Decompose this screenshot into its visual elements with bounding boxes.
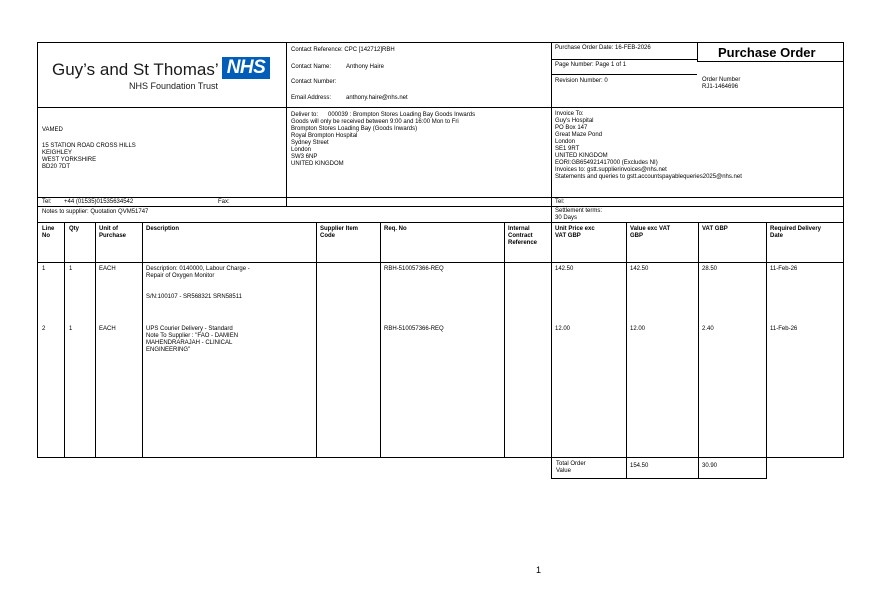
row2-desc: Note To Supplier : "FAO - DAMIEN — [146, 333, 239, 339]
revision-number: Revision Number: 0 — [555, 78, 608, 84]
header-delivery-date: Required Delivery — [770, 226, 822, 232]
totals-bottom — [551, 478, 767, 479]
row2-desc: ENGINEERING" — [146, 347, 191, 353]
contact-reference: Contact Reference: CPC [142712]RBH — [291, 47, 395, 53]
row1-vat: 28.50 — [702, 266, 718, 272]
notes-divider — [37, 222, 844, 223]
totals-vat: 30.90 — [702, 463, 718, 469]
row2-line: 2 — [42, 326, 46, 332]
date-divider — [551, 59, 697, 60]
fax-divider — [286, 206, 287, 207]
order-number-label: Order Number — [702, 77, 741, 83]
invoice-line: Statements and queries to gstt.accountspayablequeries2025@nhs.net — [555, 174, 742, 180]
table-col-9 — [698, 222, 699, 479]
header-contract: Contract — [508, 233, 533, 239]
row2-desc: UPS Courier Delivery - Standard — [146, 326, 233, 332]
table-col-3 — [142, 222, 143, 458]
table-col-7 — [551, 222, 552, 479]
col-divider-2 — [551, 42, 552, 222]
table-col-8 — [626, 222, 627, 479]
header-divider — [37, 107, 844, 108]
header-line: No — [42, 233, 50, 239]
table-col-1 — [64, 222, 65, 458]
frame-right — [843, 42, 844, 458]
org-sub: NHS Foundation Trust — [129, 81, 219, 91]
deliver-line: Sydney Street — [291, 140, 329, 146]
invoice-line: Invoice To: — [555, 111, 584, 117]
supplier-tel-value: +44 (01535)01535634542 — [64, 199, 134, 205]
header-delivery-date: Date — [770, 233, 784, 239]
header-unit-price: Unit Price exc — [555, 226, 595, 232]
email-value[interactable]: anthony.haire@nhs.net — [346, 95, 408, 101]
row1-price: 142.50 — [555, 266, 574, 272]
deliver-label: Deliver to: — [291, 112, 319, 118]
row2-unit: EACH — [99, 326, 116, 332]
row2-vat: 2.40 — [702, 326, 714, 332]
frame-top — [37, 42, 844, 43]
header-value: GBP — [630, 233, 644, 239]
row2-qty: 1 — [69, 326, 73, 332]
header-unit: Unit of — [99, 226, 118, 232]
supplier-fax-label: Fax: — [218, 199, 230, 205]
org-name: Guy’s and St Thomas’ — [52, 60, 219, 79]
supplier-notes: Notes to supplier: Quotation QVM51747 — [42, 209, 149, 215]
row1-qty: 1 — [69, 266, 73, 272]
row1-value: 142.50 — [630, 266, 649, 272]
header-unit-price: VAT GBP — [555, 233, 581, 239]
deliver-line: SW3 6NP — [291, 154, 318, 160]
col-divider-1 — [286, 42, 287, 206]
order-number-value: RJ1-1464696 — [702, 84, 739, 90]
invoice-line: London — [555, 139, 576, 145]
supplier-line: WEST YORKSHIRE — [42, 157, 97, 163]
page-title: Purchase Order — [718, 45, 816, 60]
row1-desc: S/N:100107 - SR568321 SRN58511 — [146, 294, 242, 300]
page-number: 1 — [536, 565, 542, 575]
nhs-logo: NHS — [222, 57, 270, 79]
deliver-line: Brompton Stores Loading Bay (Goods Inwards) — [291, 126, 418, 132]
table-col-10 — [766, 222, 767, 479]
row1-req: RBH-510057366-REQ — [384, 266, 444, 272]
invoice-line: EORI:GB654921417000 (Excludes NI) — [555, 160, 658, 166]
email-label: Email Address: — [291, 95, 332, 101]
table-col-6 — [504, 222, 505, 458]
header-description: Description — [146, 226, 180, 232]
supplier-line: BD20 7DT — [42, 164, 71, 170]
tel-divider — [37, 206, 844, 207]
deliver-line: Goods will only be received between 9:00 and 16:00 Mon to Fri — [291, 119, 459, 125]
supplier-line: 15 STATION ROAD CROSS HILLS — [42, 143, 136, 149]
deliver-line: London — [291, 147, 312, 153]
row1-unit: EACH — [99, 266, 116, 272]
supplier-tel-label: Tel: — [42, 199, 52, 205]
totals-value: 154.50 — [630, 463, 649, 469]
row2-req: RBH-510057366-REQ — [384, 326, 444, 332]
row2-price: 12.00 — [555, 326, 571, 332]
deliver-line: 000039 : Brompton Stores Loading Bay Goods Inwards — [328, 112, 476, 118]
row2-value: 12.00 — [630, 326, 646, 332]
frame-left — [37, 42, 38, 458]
table-col-2 — [95, 222, 96, 458]
deliver-line: UNITED KINGDOM — [291, 161, 344, 167]
frame-bottom — [37, 457, 844, 458]
header-unit: Purchase — [99, 233, 127, 239]
header-value: Value exc VAT — [630, 226, 671, 232]
table-col-5 — [380, 222, 381, 458]
order-date: Purchase Order Date: 16-FEB-2026 — [555, 45, 651, 51]
totals-label: Value — [556, 468, 571, 474]
contact-number-label: Contact Number: — [291, 79, 337, 85]
contact-name-value: Anthony Haire — [346, 64, 385, 70]
page-number-info: Page Number: Page 1 of 1 — [555, 62, 627, 68]
invoice-line: Invoices to: gstt.supplierinvoices@nhs.net — [555, 167, 667, 173]
header-supplier-code: Code — [320, 233, 335, 239]
header-req-no: Req. No — [384, 226, 407, 232]
contact-name-label: Contact Name: — [291, 64, 332, 70]
page-divider — [551, 74, 697, 75]
totals-label: Total Order — [556, 461, 586, 467]
invoice-tel-label: Tel: — [555, 199, 565, 205]
header-vat: VAT GBP — [702, 226, 728, 232]
row1-desc: Description: 0140000, Labour Charge - — [146, 266, 250, 272]
address-divider — [37, 197, 844, 198]
title-bottom-border — [697, 61, 844, 62]
invoice-line: Guy's Hospital — [555, 118, 594, 124]
row1-date: 11-Feb-26 — [770, 266, 798, 272]
deliver-line: Royal Brompton Hospital — [291, 133, 358, 139]
header-supplier-code: Supplier Item — [320, 226, 359, 232]
header-qty: Qty — [69, 226, 80, 232]
supplier-line: VAMED — [42, 127, 63, 133]
supplier-line: KEIGHLEY — [42, 150, 73, 156]
table-col-4 — [316, 222, 317, 458]
header-contract: Reference — [508, 240, 538, 246]
table-header-divider — [37, 262, 844, 263]
settlement-label: Settlement terms: — [555, 208, 603, 214]
header-line: Line — [42, 226, 55, 232]
invoice-line: PO Box 147 — [555, 125, 588, 131]
row2-date: 11-Feb-26 — [770, 326, 798, 332]
title-left-border — [697, 42, 698, 62]
row2-desc: MAHENDRARAJAH - CLINICAL — [146, 340, 233, 346]
invoice-line: Great Maze Pond — [555, 132, 603, 138]
header-contract: Internal — [508, 226, 530, 232]
invoice-line: SE1 9RT — [555, 146, 580, 152]
invoice-line: UNITED KINGDOM — [555, 153, 608, 159]
row1-desc: Repair of Oxygen Monitor — [146, 273, 215, 279]
row1-line: 1 — [42, 266, 46, 272]
settlement-value: 30 Days — [555, 215, 578, 221]
